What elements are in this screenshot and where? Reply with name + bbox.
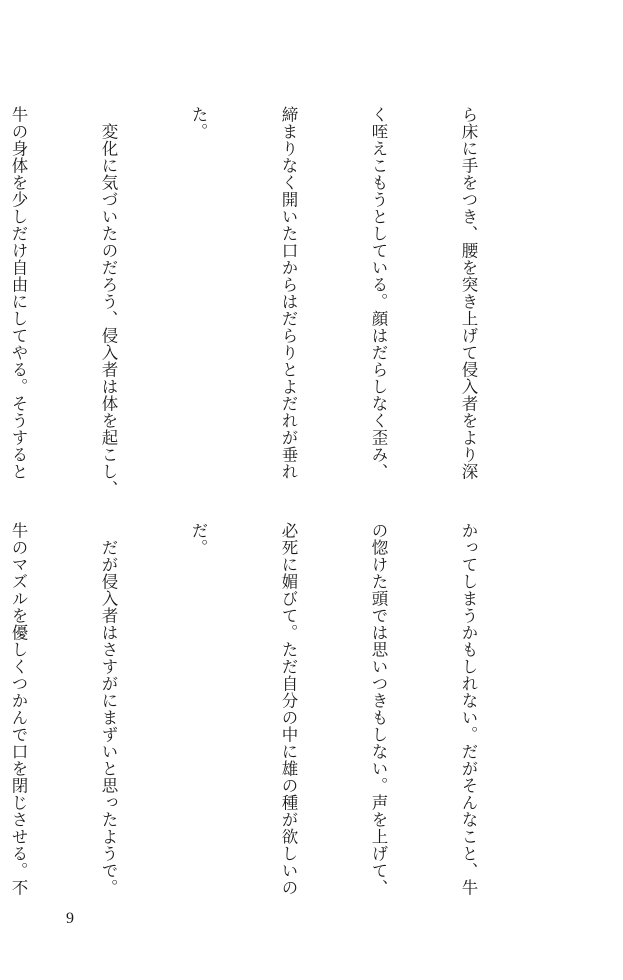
text-line: かってしまうかもしれない。だがそんなこと、牛 [459, 522, 478, 896]
text-line: 変化に気づいたのだろう、侵入者は体を起こし、 [99, 106, 118, 497]
text-line: 牛のマズルを優しくつかんで口を閉じさせる。不 [9, 522, 28, 896]
text-line: ら床に手をつき、腰を突き上げて侵入者をより深 [459, 106, 478, 480]
text-line: た。 [189, 106, 208, 140]
text-line: く咥えこもうとしている。顔はだらしなく歪み、 [369, 106, 388, 480]
text-line: だ。 [189, 522, 208, 556]
text-line: の惚けた頭では思いつきもしない。声を上げて、 [369, 522, 388, 896]
text-line: だが侵入者はさすがにまずいと思ったようで。 [99, 522, 118, 896]
text-line: 牛の身体を少しだけ自由にしてやる。そうすると [9, 106, 28, 480]
page-number: 9 [66, 910, 74, 927]
text-block-bottom [9, 522, 543, 917]
text-line: 締まりなく開いた口からはだらりとよだれが垂れ [279, 106, 298, 480]
text-line: 必死に媚びて。ただ自分の中に雄の種が欲しいの [279, 522, 298, 896]
text-block-top [9, 106, 543, 497]
